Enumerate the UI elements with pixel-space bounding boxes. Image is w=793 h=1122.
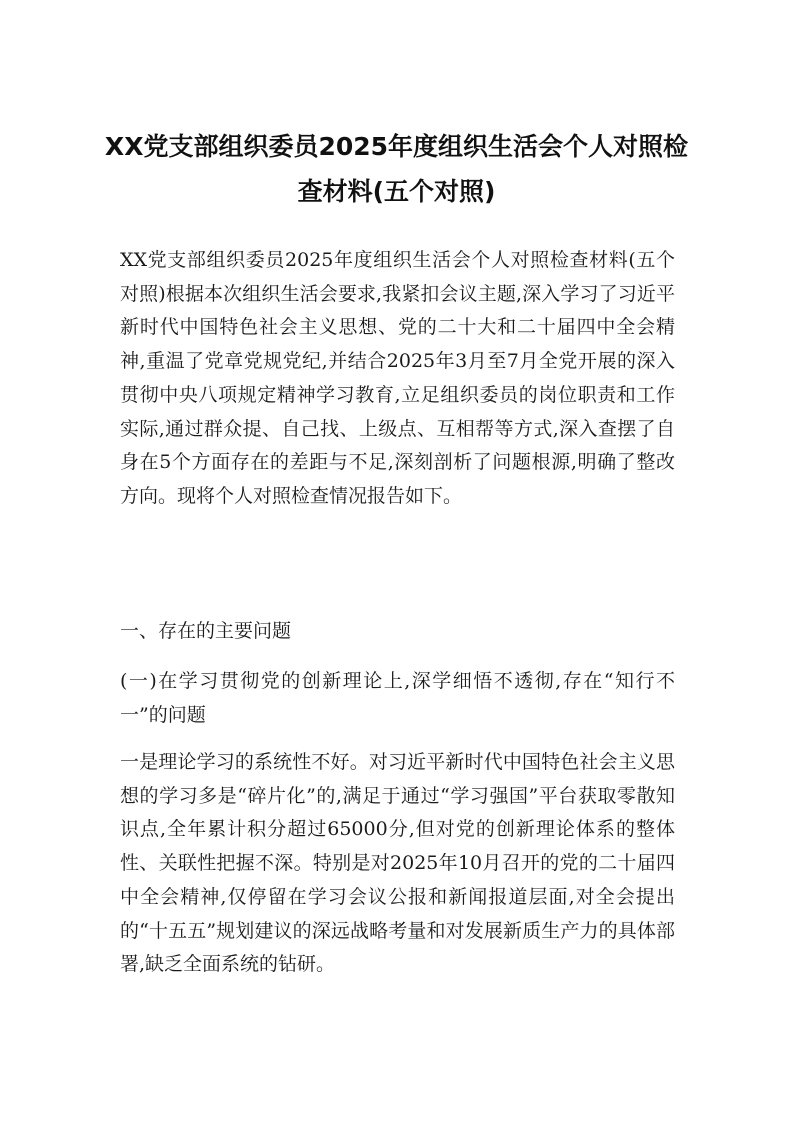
document-title: XX党支部组织委员2025年度组织生活会个人对照检查材料(五个对照) (104, 132, 689, 206)
point-paragraph-block (120, 746, 675, 982)
intro-paragraph-block (120, 244, 675, 514)
point-paragraph: 一是理论学习的系统性不好。对习近平新时代中国特色社会主义思想的学习多是“碎片化”的,满足于通过“学习强国”平台获取零散知识点,全年累计积分超过65000分,但对党的创新理论体系的整体性、关联性把握不深。特别是对2025年10月召开的党的二十届四中全会精神,仅停留在学习会议公报和新闻报道层面,对全会提出的“十五五”规划建议的深远战略考量和对发展新质生产力的具体部署,缺乏全面系统的钻研。 (120, 751, 675, 976)
subsection-heading: (一)在学习贯彻党的创新理论上,深学细悟不透彻,存在“知行不一”的问题 (120, 670, 675, 726)
section-heading-block (120, 615, 675, 649)
section-heading: 一、存在的主要问题 (120, 620, 292, 642)
subsection-heading-block (120, 665, 675, 732)
intro-paragraph: XX党支部组织委员2025年度组织生活会个人对照检查材料(五个对照)根据本次组织生活会要求,我紧扣会议主题,深入学习了习近平新时代中国特色社会主义思想、党的二十大和二十届四中全会精神,重温了党章党规党纪,并结合2025年3月至7月全党开展的深入贯彻中央八项规定精神学习教育,立足组织委员的岗位职责和工作实际,通过群众提、自己找、上级点、互相帮等方式,深入查摆了自身在5个方面存在的差距与不足,深刻剖析了问题根源,明确了整改方向。现将个人对照检查情况报告如下。 (120, 249, 675, 507)
